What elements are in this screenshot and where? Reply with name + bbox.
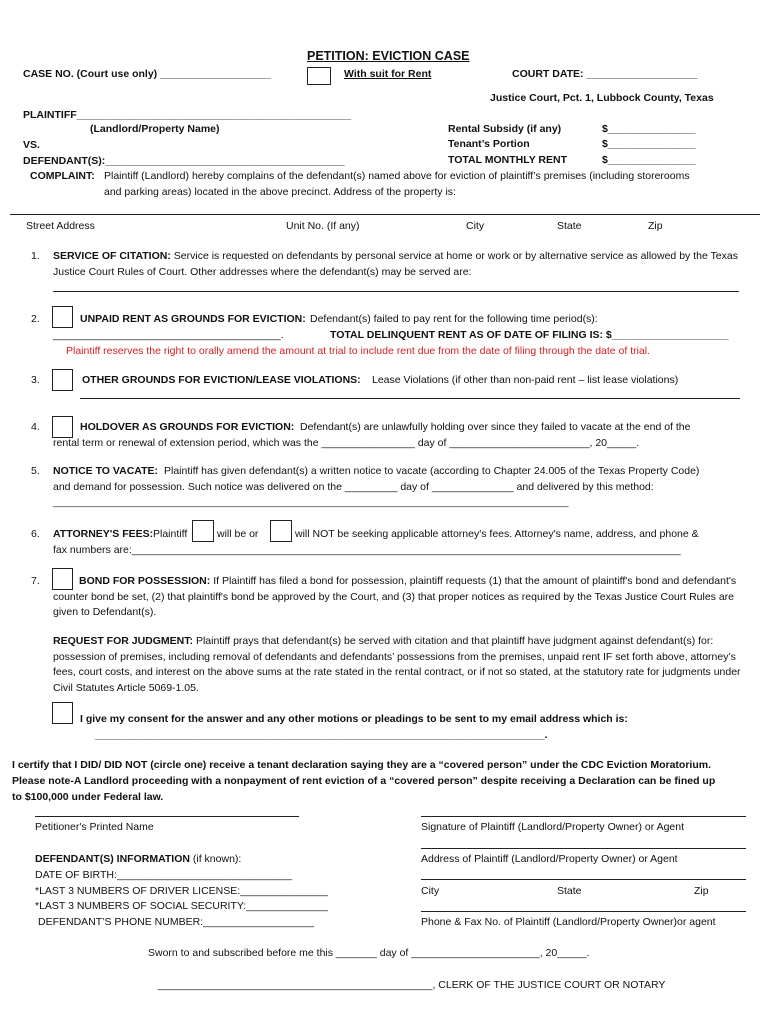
sig-city-label: City <box>421 885 440 897</box>
with-suit-for-rent-checkbox[interactable] <box>307 67 331 85</box>
will-not-label: will NOT be seeking applicable attorney's fees. Attorney's name, address, and phone & <box>295 528 699 540</box>
case-no-field[interactable]: CASE NO. (Court use only) ___________________ <box>23 68 272 80</box>
notice-to-vacate-title: NOTICE TO VACATE: <box>53 465 158 477</box>
rental-subsidy-field[interactable]: $_______________ <box>602 123 696 135</box>
signature-line[interactable] <box>421 816 746 817</box>
printed-name-line[interactable] <box>35 816 299 817</box>
section-number: 4. <box>31 421 40 433</box>
amend-notice: Plaintiff reserves the right to orally amend the amount at trial to include rent due from the date of filing through the date of trial. <box>66 345 651 357</box>
clerk-signature[interactable]: _______________________________________________, CLERK OF THE JUSTICE COURT OR NOTARY <box>158 979 666 991</box>
judgment-body: Plaintiff prays that defendant(s) be served with citation and that plaintiff have judgment against defendant(s) for: possession of premises, including removal of defendants and defendants’ possessions from the premises, unpaid rent IF set forth above, attorney’s fees, court costs, and interest on the above sums at the rate stated in the rental contract, or if not so stated, at the statutory rate for judgments under Civil Statutes Article 5069-1.05. <box>53 635 741 694</box>
section-number: 6. <box>31 528 40 540</box>
driver-license-field[interactable]: *LAST 3 NUMBERS OF DRIVER LICENSE:_______________ <box>35 885 328 897</box>
section-number: 1. <box>31 250 40 262</box>
time-period-field[interactable]: _______________________________________. <box>53 329 284 341</box>
holdover-checkbox[interactable] <box>52 416 73 438</box>
will-not-checkbox[interactable] <box>270 520 292 542</box>
dob-field[interactable]: DATE OF BIRTH:______________________________ <box>35 869 293 881</box>
unit-label: Unit No. (If any) <box>286 220 360 232</box>
service-address-line[interactable] <box>53 291 739 292</box>
notice-to-vacate-text: Plaintiff has given defendant(s) a written notice to vacate (according to Chapter 24.005 of the Texas Property Code) <box>164 465 700 477</box>
service-of-citation-title: SERVICE OF CITATION: <box>53 250 171 262</box>
attorney-fees-title: ATTORNEY'S FEES: <box>53 528 154 540</box>
unpaid-rent-checkbox[interactable] <box>52 306 73 328</box>
section-number: 2. <box>31 313 40 325</box>
judgment-text <box>53 634 758 696</box>
unpaid-rent-title: UNPAID RENT AS GROUNDS FOR EVICTION: <box>80 313 306 325</box>
other-grounds-text: Lease Violations (if other than non-paid rent – list lease violations) <box>372 374 679 386</box>
section-number: 5. <box>31 465 40 477</box>
defendant-info-heading <box>35 853 241 865</box>
page-title: PETITION: EVICTION CASE <box>307 49 470 63</box>
complaint-text: Plaintiff (Landlord) hereby complains of the defendant(s) named above for eviction of plaintiff’s premises (including storerooms and parking areas) located in the above precinct. Address of the property is: <box>104 170 690 198</box>
unpaid-rent-text: Defendant(s) failed to pay rent for the following time period(s): <box>310 313 598 325</box>
certify-line-3: to $100,000 under Federal law. <box>12 791 164 803</box>
city-state-zip-line[interactable] <box>421 879 746 880</box>
tenant-portion-label: Tenant’s Portion <box>448 138 530 150</box>
service-of-citation-body: Service is requested on defendants by personal service at home or work or by alternative service as allowed by the Texas Justice Court Rules of Court. Other addresses where the defendant(s) may be served are: <box>53 250 738 278</box>
phone-fax-label: Phone & Fax No. of Plaintiff (Landlord/Property Owner)or agent <box>421 916 716 928</box>
total-rent-label: TOTAL MONTHLY RENT <box>448 154 568 166</box>
section-number: 3. <box>31 374 40 386</box>
address-label: Address of Plaintiff (Landlord/Property Owner) or Agent <box>421 853 678 865</box>
defendant-phone-field[interactable]: DEFENDANT’S PHONE NUMBER:___________________ <box>38 916 315 928</box>
bond-body: If Plaintiff has filed a bond for possession, plaintiff requests (1) that the amount of plaintiff's bond and defendant's counter bond be set, (2) that plaintiff's bond be approved by the Court, and (3) that proper notices as required by the Texas Justice Court Rules are given to Defendant(s). <box>53 575 737 618</box>
other-grounds-title: OTHER GROUNDS FOR EVICTION/LEASE VIOLATIONS: <box>82 374 361 386</box>
attorney-info-field[interactable]: fax numbers are:______________________________________________________________________________________________ <box>53 544 681 556</box>
certify-line-1: I certify that I DID/ DID NOT (circle one) receive a tenant declaration saying they are a “covered person” under the CDC Eviction Moratorium. <box>12 759 712 771</box>
other-grounds-checkbox[interactable] <box>52 369 73 391</box>
will-be-label: will be or <box>217 528 259 540</box>
sig-zip-label: Zip <box>694 885 709 897</box>
defendant-info-known: (if known): <box>192 853 242 865</box>
court-name: Justice Court, Pct. 1, Lubbock County, Texas <box>490 92 714 104</box>
total-delinquent-rent-field[interactable]: TOTAL DELINQUENT RENT AS OF DATE OF FILING IS: $____________________ <box>330 329 729 341</box>
delivery-method-line[interactable]: _______________________________________________________________________________________________________ <box>53 497 569 507</box>
state-label: State <box>557 220 582 232</box>
attorney-plaintiff-label: Plaintiff <box>153 528 188 540</box>
printed-name-label: Petitioner's Printed Name <box>35 821 154 833</box>
judgment-title: REQUEST FOR JUDGMENT: <box>53 635 194 647</box>
holdover-date-field[interactable]: rental term or renewal of extension period, which was the ________________ day of ________________________, 20_____. <box>53 437 640 449</box>
bond-text <box>53 574 753 621</box>
holdover-title: HOLDOVER AS GROUNDS FOR EVICTION: <box>80 421 295 433</box>
email-field[interactable]: _____________________________________________________________________________. <box>95 729 548 741</box>
property-address-line[interactable] <box>10 214 760 215</box>
ssn-field[interactable]: *LAST 3 NUMBERS OF SOCIAL SECURITY:______________ <box>35 900 328 912</box>
phone-fax-line[interactable] <box>421 911 746 912</box>
with-suit-label: With suit for Rent <box>344 68 432 80</box>
bond-title: BOND FOR POSSESSION: <box>79 575 211 587</box>
notice-delivery-field[interactable]: and demand for possession. Such notice was delivered on the _________ day of ______________ and delivered by this method: <box>53 481 654 493</box>
certify-line-2: Please note-A Landlord proceeding with a nonpayment of rent eviction of a “covered person” despite receiving a Declaration can be fined up <box>12 775 716 787</box>
vs-label: VS. <box>23 139 40 151</box>
email-consent-checkbox[interactable] <box>52 702 73 724</box>
court-date-field[interactable]: COURT DATE: ___________________ <box>512 68 698 80</box>
complaint-label: COMPLAINT: <box>30 170 95 182</box>
sworn-statement[interactable]: Sworn to and subscribed before me this _______ day of ______________________, 20_____. <box>148 947 590 959</box>
plaintiff-field[interactable]: PLAINTIFF_______________________________________________ <box>23 109 352 121</box>
sig-state-label: State <box>557 885 582 897</box>
defendants-field[interactable]: DEFENDANT(S):_________________________________________ <box>23 155 345 167</box>
landlord-label: (Landlord/Property Name) <box>90 123 220 135</box>
service-of-citation-text <box>53 249 753 280</box>
email-consent-text: I give my consent for the answer and any other motions or pleadings to be sent to my email address which is: <box>80 713 628 725</box>
holdover-text: Defendant(s) are unlawfully holding over since they failed to vacate at the end of the <box>300 421 691 433</box>
total-rent-field[interactable]: $_______________ <box>602 154 696 166</box>
lease-violations-line[interactable] <box>80 398 740 399</box>
defendant-info-title: DEFENDANT(S) INFORMATION <box>35 853 190 865</box>
tenant-portion-field[interactable]: $_______________ <box>602 138 696 150</box>
address-line[interactable] <box>421 848 746 849</box>
street-address-label: Street Address <box>26 220 95 232</box>
will-be-checkbox[interactable] <box>192 520 214 542</box>
zip-label: Zip <box>648 220 663 232</box>
signature-label: Signature of Plaintiff (Landlord/Property Owner) or Agent <box>421 821 685 833</box>
rental-subsidy-label: Rental Subsidy (if any) <box>448 123 562 135</box>
city-label: City <box>466 220 485 232</box>
section-number: 7. <box>31 575 40 587</box>
